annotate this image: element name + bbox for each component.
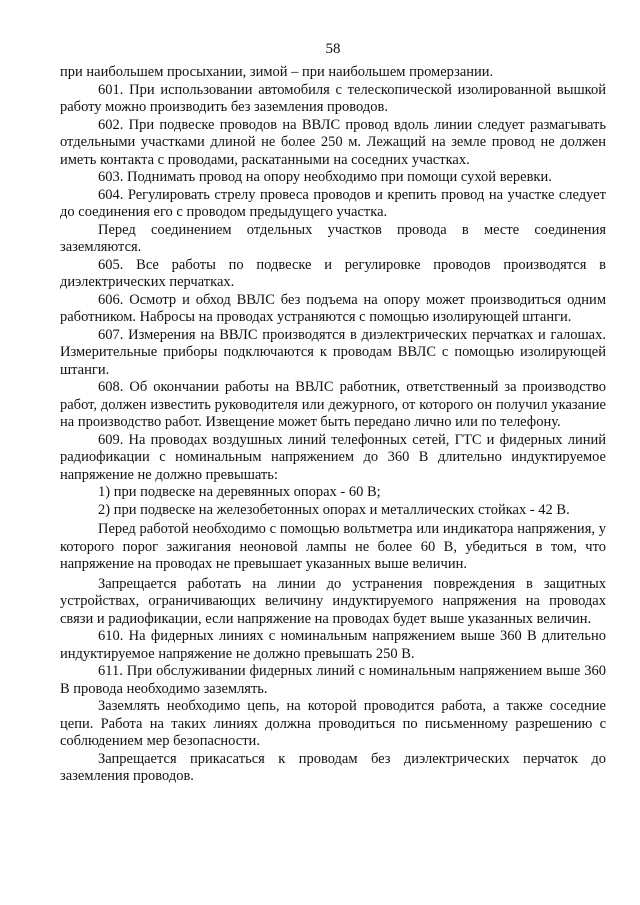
paragraph: Запрещается прикасаться к проводам без диэлектрических перчаток до заземления проводов. (60, 750, 606, 784)
paragraph: 602. При подвеске проводов на ВВЛС провод вдоль линии следует размагывать отдельными участками длиной не более 250 м. Лежащий на земле провод не должен иметь контакта с проводами, раскатанными на соседних участках. (60, 116, 606, 168)
paragraph: Перед работой необходимо с помощью вольтметра или индикатора напряжения, у которого порог зажигания неоновой лампы не более 60 В, убедиться в том, что напряжение на проводах не превышает указанных выше величин. (60, 521, 606, 572)
paragraph: 601. При использовании автомобиля с телескопической изолированной вышкой работу можно производить без заземления проводов. (60, 81, 606, 115)
paragraph: 604. Регулировать стрелу провеса проводов и крепить провод на участке следует до соединения его с проводом предыдущего участка. (60, 186, 606, 220)
paragraph: при наибольшем просыхании, зимой – при наибольшем промерзании. (60, 64, 494, 80)
paragraph: 2) при подвеске на железобетонных опорах и металлических стойках - 42 В. (98, 501, 570, 518)
paragraph: Запрещается работать на линии до устранения повреждения в защитных устройствах, ограничивающих величину индуктируемого напряжения на проводах связи и радиофикации, если напряжение на проводах будет выше указанных величин. (60, 575, 606, 627)
page-number: 58 (325, 41, 341, 57)
paragraph: Перед соединением отдельных участков провода в месте соединения заземляются. (60, 221, 606, 255)
paragraph: 606. Осмотр и обход ВВЛС без подъема на опору может производиться одним работником. Набросы на проводах устраняются с помощью изолирующей штанги. (60, 291, 606, 325)
paragraph: 603. Поднимать провод на опору необходимо при помощи сухой веревки. (98, 169, 552, 185)
document-body (60, 64, 606, 786)
paragraph: 607. Измерения на ВВЛС производятся в диэлектрических перчатках и галошах. Измерительные приборы подключаются к проводам ВВЛС с помощью изолирующей штанги. (60, 326, 606, 378)
paragraph: 1) при подвеске на деревянных опорах - 60 В; (98, 484, 381, 500)
paragraph: 608. Об окончании работы на ВВЛС работник, ответственный за производство работ, должен известить руководителя или дежурного, от которого он получил указание на производство работ. Извещение может быть передано лично или по телефону. (60, 379, 606, 430)
paragraph: Заземлять необходимо цепь, на которой проводится работа, а также соседние цепи. Работа на таких линиях должна проводиться по письменному разрешению с соблюдением мер безопасности. (60, 698, 606, 749)
paragraph: 610. На фидерных линиях с номинальным напряжением выше 360 В длительно индуктируемое напряжение не должно превышать 250 В. (60, 628, 606, 662)
paragraph: 611. При обслуживании фидерных линий с номинальным напряжением выше 360 В провода необходимо заземлять. (60, 663, 606, 697)
paragraph: 609. На проводах воздушных линий телефонных сетей, ГТС и фидерных линий радиофикации с номинальным напряжением до 360 В длительно индуктируемое напряжение не должно превышать: (60, 431, 606, 483)
paragraph: 605. Все работы по подвеске и регулировке проводов производятся в диэлектрических перчатках. (60, 256, 606, 290)
